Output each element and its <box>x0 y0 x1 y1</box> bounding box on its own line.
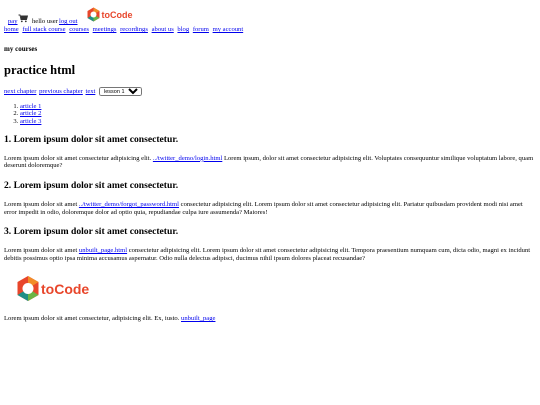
nav-about-us[interactable]: about us <box>151 26 174 33</box>
text-link[interactable]: text <box>85 88 96 96</box>
pay-link[interactable]: pay <box>8 18 18 25</box>
article-text: consectetur adipisicing elit. Lorem ipsum dolor sit amet consectetur adipisicing elit. Pariatur quibusdam provident modi nisi amet error impedit in odio, doloremque dolor ad optio quia, repudiandae culpa iure assumenda? Maiores! <box>4 200 523 216</box>
chapter-nav <box>4 87 536 96</box>
logo-text: toCode <box>41 281 90 298</box>
toc-item <box>20 118 536 125</box>
article-body <box>4 155 536 170</box>
article-title: 2. Lorem ipsum dolor sit amet consectetur. <box>4 179 179 191</box>
article-body <box>4 201 536 216</box>
next-chapter-link[interactable]: next chapter <box>4 88 37 96</box>
article-text: Lorem ipsum dolor sit amet <box>4 247 78 255</box>
toc-item <box>20 103 536 110</box>
article-3 <box>4 226 536 262</box>
article-2 <box>4 180 536 216</box>
footer-text <box>4 315 536 323</box>
greeting-text: hello user <box>32 18 58 25</box>
nav-meetings[interactable]: meetings <box>92 26 117 33</box>
article-text: Lorem ipsum dolor sit amet consectetur adipisicing elit. <box>4 154 152 162</box>
article-text: Lorem ipsum dolor sit amet <box>4 200 78 208</box>
article-text: Lorem ipsum, dolor sit amet consectetur adipisicing elit. Voluptates consequuntur similique voluptatum labore, quam deserunt doloremque? <box>4 154 534 170</box>
logout-link[interactable]: log out <box>59 18 78 25</box>
table-of-contents <box>4 103 536 125</box>
hexagon-logo-icon <box>18 276 39 301</box>
tocode-logo-large <box>16 275 96 302</box>
article-link[interactable]: ../twitter_demo/login.html <box>152 154 223 162</box>
main-nav <box>4 26 536 34</box>
toc-item <box>20 110 536 117</box>
toc-link-article-1[interactable]: article 1 <box>20 103 42 110</box>
lesson-select[interactable] <box>99 87 142 96</box>
nav-home[interactable]: home <box>4 26 19 33</box>
previous-chapter-link[interactable]: previous chapter <box>39 88 83 96</box>
nav-my-account[interactable]: my account <box>212 26 244 33</box>
nav-forum[interactable]: forum <box>192 26 209 33</box>
article-title: 1. Lorem ipsum dolor sit amet consectetur. <box>4 133 179 145</box>
article-text: consectetur adipisicing elit. Lorem ipsum dolor sit amet consectetur adipisicing elit. Tempora praesentium numquam cum, dicta odio, magni ex incidunt debitis possimus optio ipsa minima accusamus aspernatur. Odio nulla delectus adipisci, ducimus nihil ipsum dolores placeat recusandae? <box>4 247 531 262</box>
nav-blog[interactable]: blog <box>177 26 190 33</box>
nav-courses[interactable]: courses <box>69 26 89 33</box>
footer-body: Lorem ipsum dolor sit amet consectetur, adipisicing elit. Ex, iusto. <box>4 315 180 323</box>
logo-text: toCode <box>101 10 133 20</box>
article-title: 3. Lorem ipsum dolor sit amet consectetur. <box>4 226 179 238</box>
breadcrumb: my courses <box>4 44 38 53</box>
article-body <box>4 247 536 262</box>
page-title: practice html <box>4 62 76 77</box>
footer-link[interactable]: unbuilt_page <box>181 315 216 323</box>
article-1 <box>4 134 536 170</box>
article-link[interactable]: ../twitter_demo/forgot_password.html <box>78 200 179 208</box>
toc-link-article-3[interactable]: article 3 <box>20 117 42 125</box>
nav-full-stack-course[interactable]: full stack course <box>22 26 66 33</box>
nav-recordings[interactable]: recordings <box>120 26 148 33</box>
toc-link-article-2[interactable]: article 2 <box>20 110 42 118</box>
tocode-logo[interactable] <box>86 7 134 22</box>
top-bar <box>4 0 536 26</box>
cart-icon[interactable] <box>18 14 28 26</box>
hexagon-logo-icon <box>88 8 100 22</box>
article-link[interactable]: unbuilt_page.html <box>78 247 128 255</box>
